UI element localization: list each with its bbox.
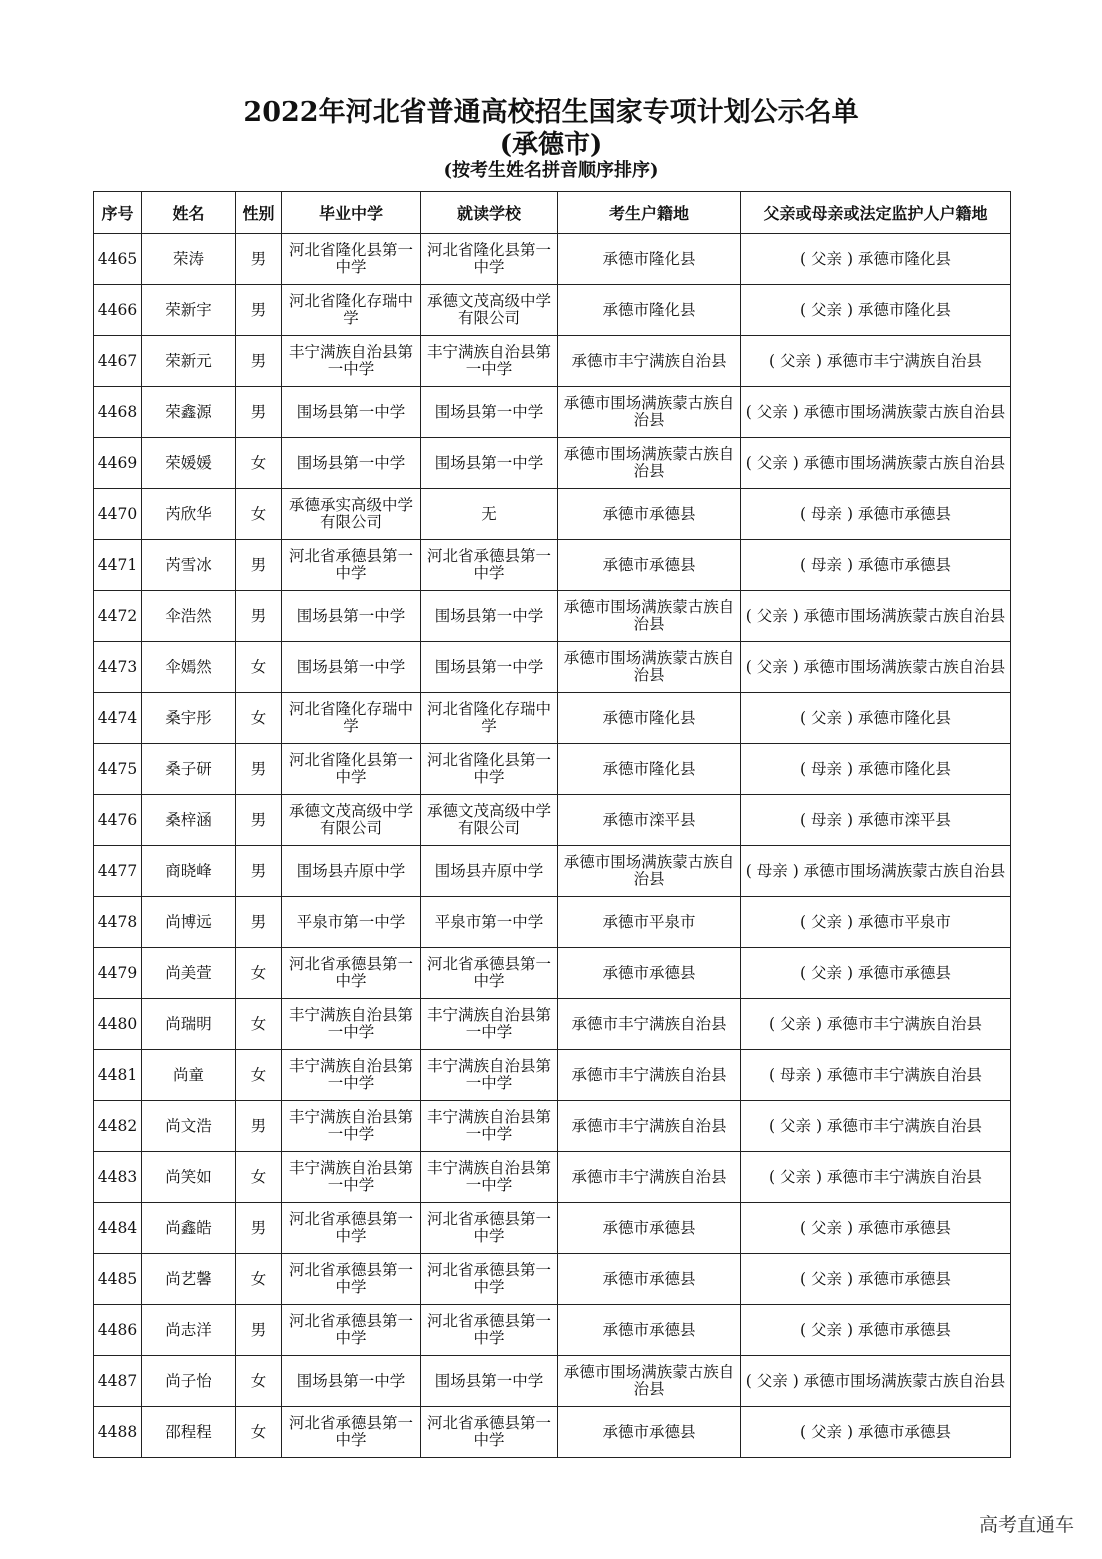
cell-guardian-hukou: ( 母亲 ) 承德市丰宁满族自治县 [741,1050,1011,1101]
cell-name: 荣新元 [142,336,236,387]
cell-guardian-hukou: ( 父亲 ) 承德市丰宁满族自治县 [741,336,1011,387]
cell-serial: 4471 [94,540,142,591]
cell-guardian-hukou: ( 母亲 ) 承德市承德县 [741,540,1011,591]
table-row [94,846,1011,897]
cell-serial: 4477 [94,846,142,897]
cell-name: 荣鑫源 [142,387,236,438]
cell-name: 芮欣华 [142,489,236,540]
cell-name: 芮雪冰 [142,540,236,591]
cell-serial: 4469 [94,438,142,489]
cell-current-school: 围场县第一中学 [421,642,558,693]
cell-student-hukou: 承德市承德县 [558,1407,741,1458]
cell-serial: 4487 [94,1356,142,1407]
cell-student-hukou: 承德市围场满族蒙古族自治县 [558,438,741,489]
cell-guardian-hukou: ( 父亲 ) 承德市丰宁满族自治县 [741,1152,1011,1203]
cell-name: 伞嫣然 [142,642,236,693]
table-row [94,438,1011,489]
cell-serial: 4467 [94,336,142,387]
cell-graduation-school: 河北省隆化存瑞中学 [282,285,421,336]
cell-serial: 4475 [94,744,142,795]
cell-guardian-hukou: ( 母亲 ) 承德市隆化县 [741,744,1011,795]
cell-student-hukou: 承德市隆化县 [558,234,741,285]
cell-current-school: 河北省承德县第一中学 [421,540,558,591]
cell-guardian-hukou: ( 父亲 ) 承德市承德县 [741,1407,1011,1458]
cell-current-school: 围场县卉原中学 [421,846,558,897]
cell-guardian-hukou: ( 父亲 ) 承德市围场满族蒙古族自治县 [741,387,1011,438]
watermark: 高考直通车 [978,1514,1074,1536]
table-body [94,234,1011,1458]
table-row [94,234,1011,285]
cell-current-school: 河北省隆化存瑞中学 [421,693,558,744]
cell-graduation-school: 河北省隆化县第一中学 [282,744,421,795]
cell-serial: 4479 [94,948,142,999]
cell-serial: 4485 [94,1254,142,1305]
table-row [94,1050,1011,1101]
header-student-hukou: 考生户籍地 [558,192,741,234]
cell-serial: 4482 [94,1101,142,1152]
header-serial: 序号 [94,192,142,234]
cell-graduation-school: 丰宁满族自治县第一中学 [282,1152,421,1203]
cell-guardian-hukou: ( 父亲 ) 承德市平泉市 [741,897,1011,948]
cell-student-hukou: 承德市隆化县 [558,744,741,795]
cell-student-hukou: 承德市滦平县 [558,795,741,846]
cell-gender: 女 [236,1407,282,1458]
cell-current-school: 无 [421,489,558,540]
cell-student-hukou: 承德市平泉市 [558,897,741,948]
cell-current-school: 丰宁满族自治县第一中学 [421,999,558,1050]
table-row [94,285,1011,336]
cell-current-school: 河北省隆化县第一中学 [421,744,558,795]
cell-gender: 男 [236,1101,282,1152]
cell-graduation-school: 围场县第一中学 [282,642,421,693]
cell-gender: 男 [236,285,282,336]
cell-student-hukou: 承德市承德县 [558,540,741,591]
cell-current-school: 围场县第一中学 [421,591,558,642]
cell-gender: 男 [236,1305,282,1356]
cell-name: 尚笑如 [142,1152,236,1203]
cell-gender: 男 [236,336,282,387]
cell-graduation-school: 围场县第一中学 [282,1356,421,1407]
cell-graduation-school: 河北省承德县第一中学 [282,1254,421,1305]
cell-serial: 4488 [94,1407,142,1458]
cell-student-hukou: 承德市丰宁满族自治县 [558,336,741,387]
header-gender: 性别 [236,192,282,234]
cell-gender: 男 [236,744,282,795]
cell-gender: 男 [236,897,282,948]
cell-graduation-school: 丰宁满族自治县第一中学 [282,1101,421,1152]
cell-graduation-school: 河北省隆化县第一中学 [282,234,421,285]
table-row [94,489,1011,540]
cell-current-school: 河北省承德县第一中学 [421,1407,558,1458]
cell-name: 尚美萱 [142,948,236,999]
header-current-school: 就读学校 [421,192,558,234]
cell-current-school: 河北省承德县第一中学 [421,1254,558,1305]
header-graduation-school: 毕业中学 [282,192,421,234]
cell-current-school: 河北省承德县第一中学 [421,948,558,999]
cell-gender: 女 [236,489,282,540]
cell-guardian-hukou: ( 父亲 ) 承德市承德县 [741,1203,1011,1254]
cell-name: 荣涛 [142,234,236,285]
cell-student-hukou: 承德市围场满族蒙古族自治县 [558,642,741,693]
cell-guardian-hukou: ( 母亲 ) 承德市承德县 [741,489,1011,540]
document-subtitle: (承德市) [499,130,603,160]
cell-serial: 4481 [94,1050,142,1101]
cell-guardian-hukou: ( 父亲 ) 承德市承德县 [741,1305,1011,1356]
cell-guardian-hukou: ( 父亲 ) 承德市围场满族蒙古族自治县 [741,438,1011,489]
cell-student-hukou: 承德市围场满族蒙古族自治县 [558,591,741,642]
cell-serial: 4472 [94,591,142,642]
document-title: 2022年河北省普通高校招生国家专项计划公示名单 [243,97,859,128]
cell-guardian-hukou: ( 父亲 ) 承德市围场满族蒙古族自治县 [741,642,1011,693]
cell-guardian-hukou: ( 父亲 ) 承德市丰宁满族自治县 [741,1101,1011,1152]
cell-gender: 女 [236,999,282,1050]
table-row [94,1152,1011,1203]
cell-student-hukou: 承德市承德县 [558,948,741,999]
table-row [94,1101,1011,1152]
cell-gender: 女 [236,1152,282,1203]
cell-graduation-school: 河北省承德县第一中学 [282,1407,421,1458]
cell-student-hukou: 承德市承德县 [558,1254,741,1305]
cell-name: 尚艺馨 [142,1254,236,1305]
header-guardian-hukou: 父亲或母亲或法定监护人户籍地 [741,192,1011,234]
cell-student-hukou: 承德市丰宁满族自治县 [558,1101,741,1152]
cell-serial: 4483 [94,1152,142,1203]
cell-name: 尚博远 [142,897,236,948]
cell-serial: 4480 [94,999,142,1050]
table-row [94,999,1011,1050]
cell-current-school: 平泉市第一中学 [421,897,558,948]
table-row [94,540,1011,591]
cell-graduation-school: 河北省承德县第一中学 [282,1203,421,1254]
cell-serial: 4466 [94,285,142,336]
cell-guardian-hukou: ( 父亲 ) 承德市隆化县 [741,693,1011,744]
cell-student-hukou: 承德市承德县 [558,1305,741,1356]
cell-gender: 男 [236,591,282,642]
cell-graduation-school: 河北省承德县第一中学 [282,1305,421,1356]
cell-graduation-school: 丰宁满族自治县第一中学 [282,999,421,1050]
cell-current-school: 承德文茂高级中学有限公司 [421,285,558,336]
cell-serial: 4478 [94,897,142,948]
cell-serial: 4473 [94,642,142,693]
cell-guardian-hukou: ( 父亲 ) 承德市围场满族蒙古族自治县 [741,1356,1011,1407]
cell-serial: 4470 [94,489,142,540]
cell-gender: 女 [236,1050,282,1101]
cell-student-hukou: 承德市丰宁满族自治县 [558,999,741,1050]
cell-gender: 男 [236,846,282,897]
table-row [94,1203,1011,1254]
cell-name: 尚童 [142,1050,236,1101]
cell-name: 尚子怡 [142,1356,236,1407]
cell-graduation-school: 河北省承德县第一中学 [282,540,421,591]
table-row [94,387,1011,438]
cell-name: 商晓峰 [142,846,236,897]
table-row [94,1356,1011,1407]
cell-graduation-school: 丰宁满族自治县第一中学 [282,336,421,387]
cell-current-school: 河北省隆化县第一中学 [421,234,558,285]
cell-gender: 男 [236,234,282,285]
cell-name: 邵程程 [142,1407,236,1458]
cell-current-school: 河北省承德县第一中学 [421,1305,558,1356]
cell-guardian-hukou: ( 父亲 ) 承德市承德县 [741,948,1011,999]
cell-graduation-school: 承德文茂高级中学有限公司 [282,795,421,846]
cell-serial: 4484 [94,1203,142,1254]
cell-name: 伞浩然 [142,591,236,642]
cell-gender: 男 [236,1203,282,1254]
cell-gender: 男 [236,387,282,438]
cell-student-hukou: 承德市丰宁满族自治县 [558,1050,741,1101]
cell-gender: 女 [236,1356,282,1407]
cell-graduation-school: 河北省承德县第一中学 [282,948,421,999]
cell-name: 尚鑫皓 [142,1203,236,1254]
cell-gender: 男 [236,795,282,846]
header-name: 姓名 [142,192,236,234]
cell-name: 荣新宇 [142,285,236,336]
cell-gender: 男 [236,540,282,591]
cell-graduation-school: 围场县第一中学 [282,387,421,438]
cell-gender: 女 [236,438,282,489]
table-row [94,642,1011,693]
table-row [94,897,1011,948]
cell-student-hukou: 承德市承德县 [558,489,741,540]
cell-current-school: 丰宁满族自治县第一中学 [421,1101,558,1152]
cell-student-hukou: 承德市围场满族蒙古族自治县 [558,1356,741,1407]
table-row [94,591,1011,642]
cell-student-hukou: 承德市围场满族蒙古族自治县 [558,387,741,438]
cell-student-hukou: 承德市承德县 [558,1203,741,1254]
cell-current-school: 围场县第一中学 [421,438,558,489]
table-row [94,948,1011,999]
cell-serial: 4474 [94,693,142,744]
cell-guardian-hukou: ( 父亲 ) 承德市隆化县 [741,285,1011,336]
cell-serial: 4486 [94,1305,142,1356]
table-row [94,1305,1011,1356]
cell-guardian-hukou: ( 父亲 ) 承德市围场满族蒙古族自治县 [741,591,1011,642]
cell-name: 尚瑞明 [142,999,236,1050]
cell-current-school: 丰宁满族自治县第一中学 [421,1050,558,1101]
table-row [94,1407,1011,1458]
cell-student-hukou: 承德市丰宁满族自治县 [558,1152,741,1203]
cell-gender: 女 [236,693,282,744]
cell-name: 尚志洋 [142,1305,236,1356]
cell-student-hukou: 承德市隆化县 [558,693,741,744]
table-row [94,693,1011,744]
cell-current-school: 围场县第一中学 [421,387,558,438]
cell-graduation-school: 丰宁满族自治县第一中学 [282,1050,421,1101]
cell-name: 桑梓涵 [142,795,236,846]
cell-serial: 4476 [94,795,142,846]
cell-name: 桑宇彤 [142,693,236,744]
cell-graduation-school: 承德承实高级中学有限公司 [282,489,421,540]
cell-guardian-hukou: ( 父亲 ) 承德市隆化县 [741,234,1011,285]
table-row [94,336,1011,387]
cell-serial: 4468 [94,387,142,438]
cell-name: 尚文浩 [142,1101,236,1152]
roster-table [93,191,1011,1458]
cell-guardian-hukou: ( 父亲 ) 承德市承德县 [741,1254,1011,1305]
cell-student-hukou: 承德市围场满族蒙古族自治县 [558,846,741,897]
cell-graduation-school: 围场县卉原中学 [282,846,421,897]
cell-graduation-school: 河北省隆化存瑞中学 [282,693,421,744]
cell-student-hukou: 承德市隆化县 [558,285,741,336]
cell-guardian-hukou: ( 母亲 ) 承德市滦平县 [741,795,1011,846]
cell-gender: 女 [236,1254,282,1305]
cell-name: 桑子研 [142,744,236,795]
cell-graduation-school: 围场县第一中学 [282,591,421,642]
cell-guardian-hukou: ( 母亲 ) 承德市围场满族蒙古族自治县 [741,846,1011,897]
cell-current-school: 承德文茂高级中学有限公司 [421,795,558,846]
cell-gender: 女 [236,642,282,693]
table-row [94,1254,1011,1305]
cell-gender: 女 [236,948,282,999]
table-row [94,795,1011,846]
cell-current-school: 丰宁满族自治县第一中学 [421,336,558,387]
cell-serial: 4465 [94,234,142,285]
cell-current-school: 围场县第一中学 [421,1356,558,1407]
cell-graduation-school: 围场县第一中学 [282,438,421,489]
cell-name: 荣媛媛 [142,438,236,489]
cell-current-school: 河北省承德县第一中学 [421,1203,558,1254]
cell-guardian-hukou: ( 父亲 ) 承德市丰宁满族自治县 [741,999,1011,1050]
cell-graduation-school: 平泉市第一中学 [282,897,421,948]
sort-note: (按考生姓名拼音顺序排序) [443,160,659,181]
table-row [94,744,1011,795]
cell-current-school: 丰宁满族自治县第一中学 [421,1152,558,1203]
table-header-row [94,192,1011,234]
